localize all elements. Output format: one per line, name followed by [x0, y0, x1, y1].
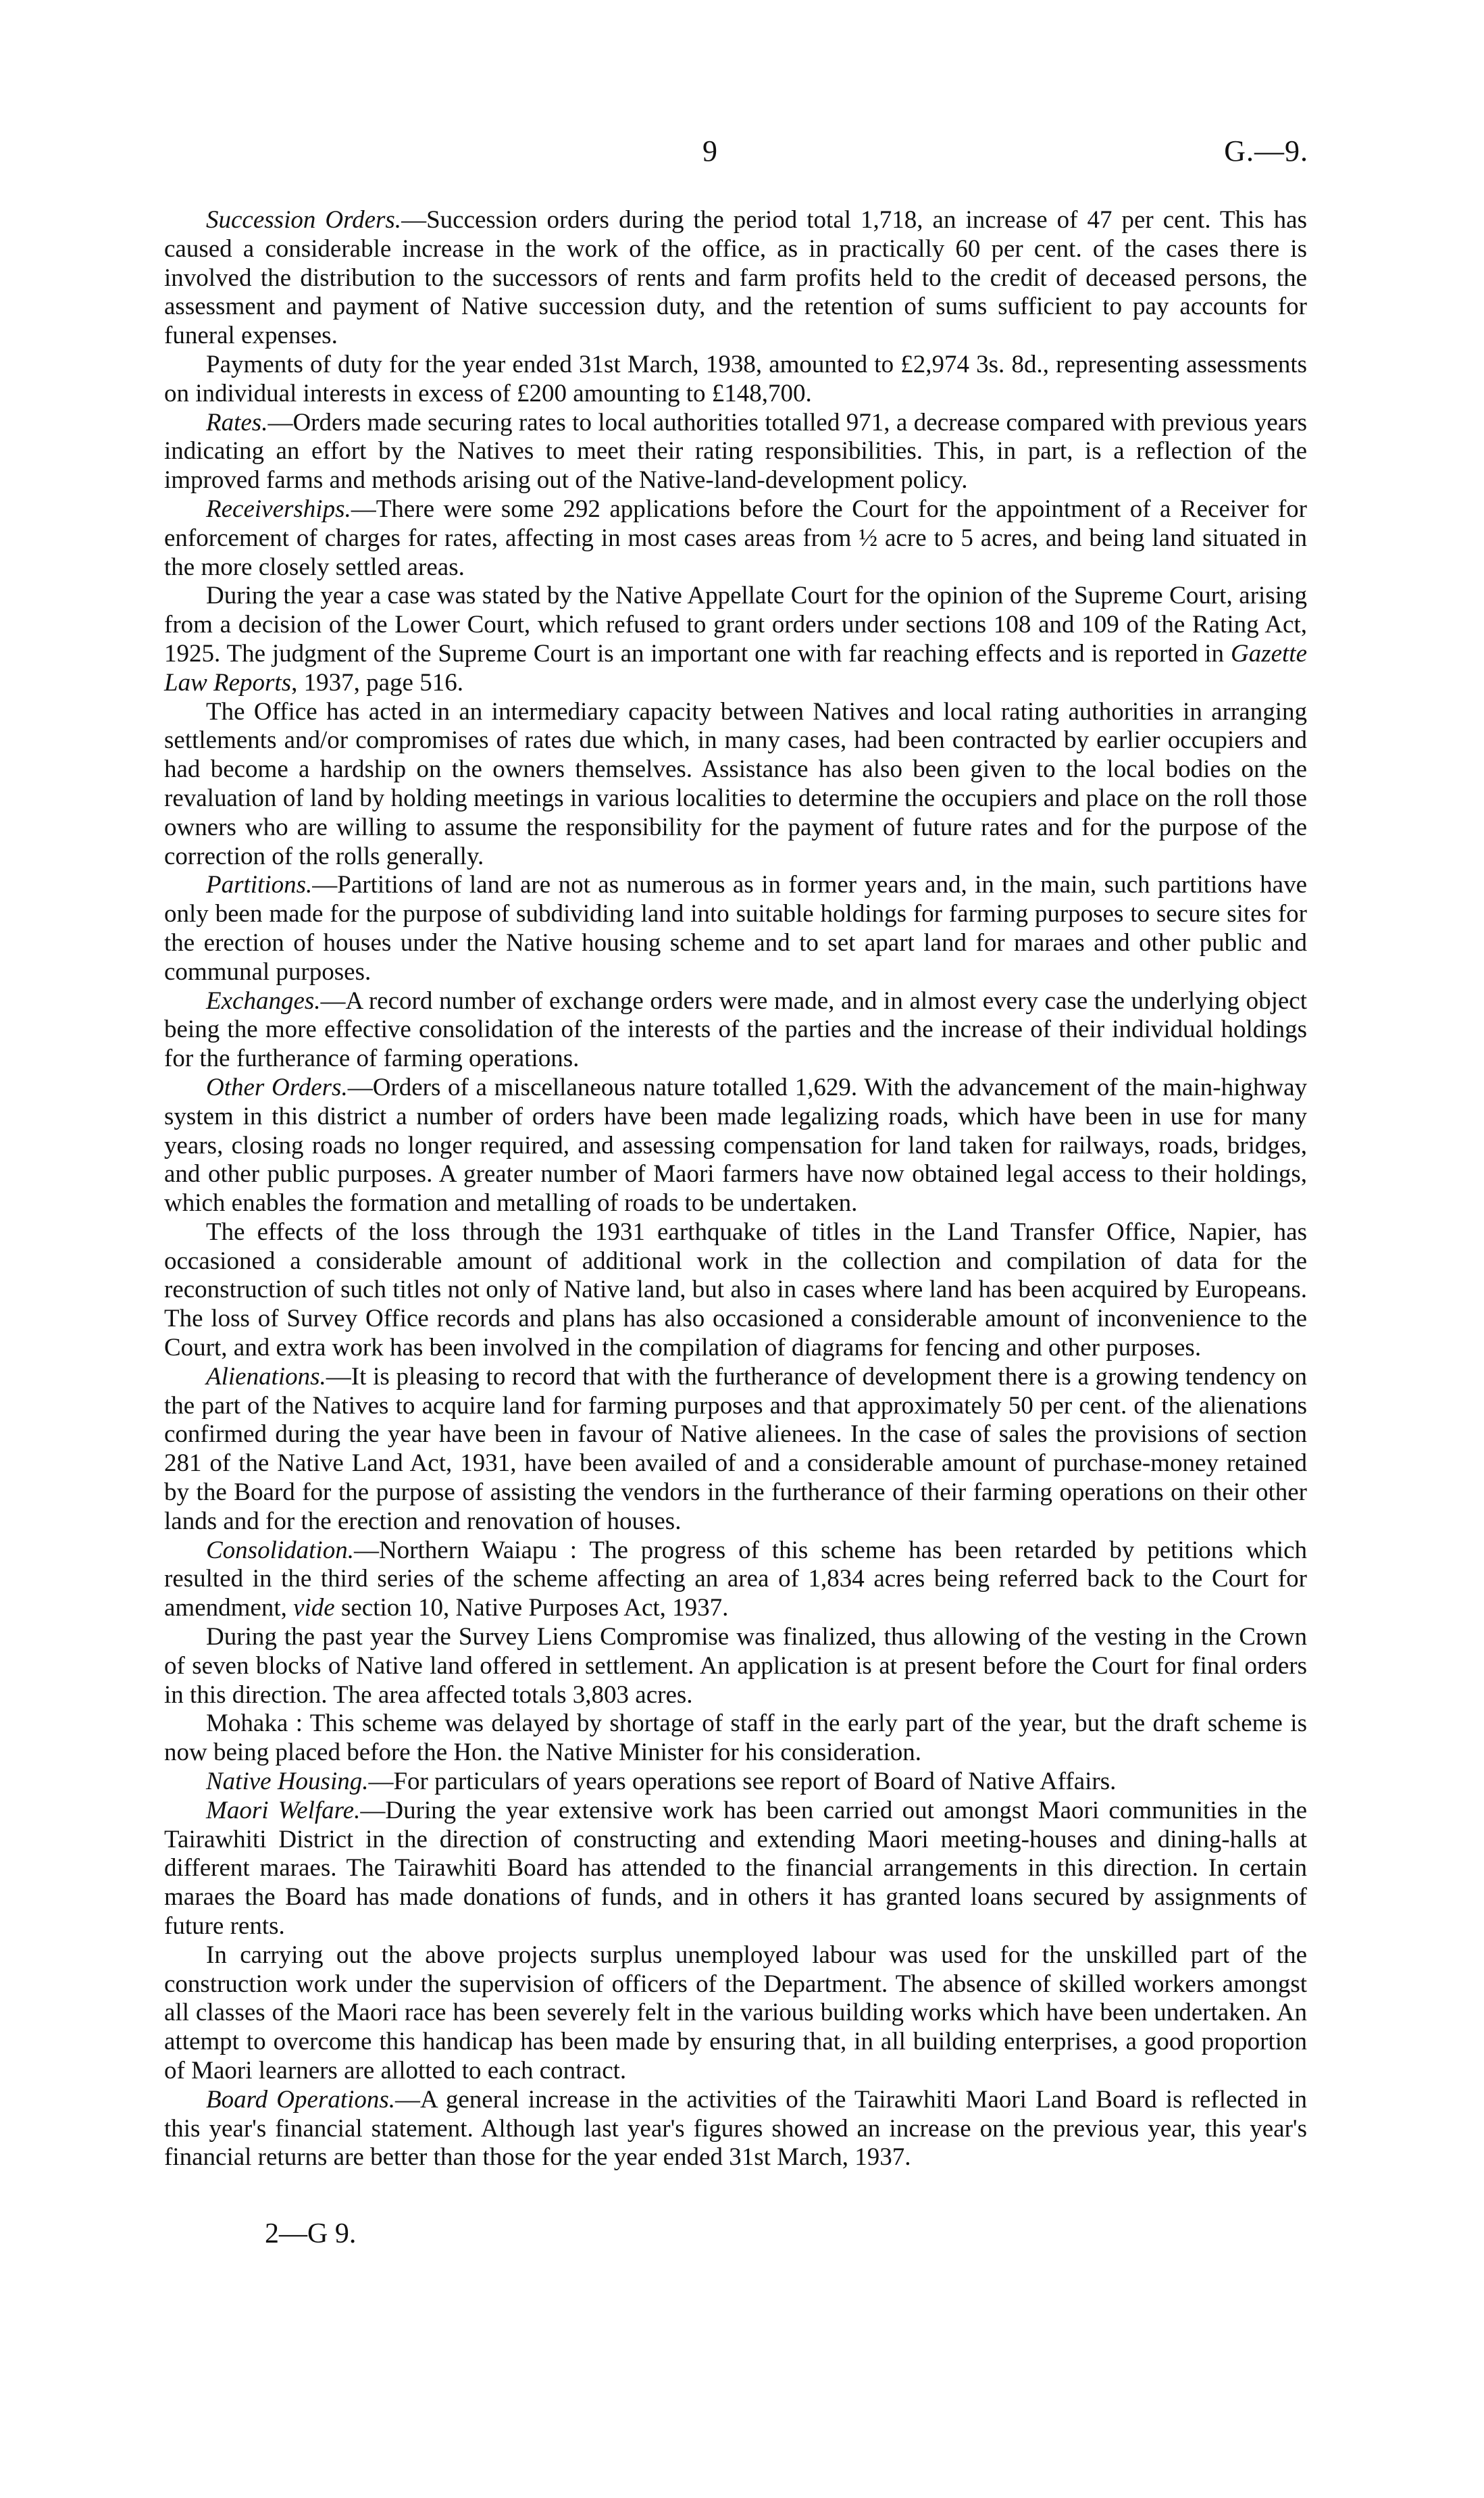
italic-text: Native Housing. [206, 1768, 369, 1796]
paragraph-text: The effects of the loss through the 1931 earthquake of titles in the Land Transfer Office, Napier, has occasioned a considerable amount of additional work in the collection and compilation of data for the reconstruction of such titles not only of Native land, but also in cases where land has been acquired by Europeans. The loss of Survey Office records and plans has also occasioned a considerable amount of inconvenience to the Court, and extra work has been involved in the compilation of diagrams for fencing and other purposes. [164, 1218, 1307, 1362]
italic-text: Partitions. [206, 871, 313, 899]
italic-text: Succession Orders. [206, 206, 402, 234]
paragraph-text: —A record number of exchange orders were made, and in almost every case the underlying object being the more effective consolidation of the interests of the parties and the increase of their individual holdings for the furtherance of farming operations. [164, 986, 1307, 1073]
paragraph-text: —Northern Waiapu : The progress of this scheme has been retarded by petitions which resulted in the third series of the scheme affecting an area of 1,834 acres being referred back to the Court for amendment, [164, 1536, 1307, 1622]
paragraph-text: —It is pleasing to record that with the furtherance of development there is a growing tendency on the part of the Natives to acquire land for farming purposes and that approximately 50 per cent. of the alienations confirmed during the year have been in favour of Native alienees. In the case of sales the provisions of section 281 of the Native Land Act, 1931, have been availed of and a considerable amount of purchase-money retained by the Board for the purpose of assisting the vendors in the furtherance of their farming operations on their other lands and for the erection and renovation of houses. [164, 1362, 1307, 1535]
italic-text: Other Orders. [206, 1073, 348, 1101]
italic-text: Board Operations. [206, 2085, 396, 2114]
paragraph [164, 698, 1307, 872]
italic-text: Gazette Law Reports [164, 639, 1307, 697]
paragraph [164, 351, 1307, 409]
paragraph [164, 1537, 1307, 1623]
italic-text: vide [293, 1594, 335, 1622]
paragraph [164, 1363, 1307, 1537]
paragraph [164, 409, 1307, 495]
italic-text: Alienations. [206, 1362, 326, 1391]
paragraph [164, 871, 1307, 986]
paragraph-text: —Orders of a miscellaneous nature totalled 1,629. With the advancement of the main-highway system in this district a number of orders have been made legalizing roads, which have been in use for many years, closing roads no longer required, and assessing compensation for land taken for railways, roads, bridges, and other public purposes. A greater number of Maori farmers have now obtained legal access to their holdings, which enables the formation and metalling of roads to be undertaken. [164, 1073, 1307, 1218]
paragraph-text: section 10, Native Purposes Act, 1937. [334, 1594, 729, 1622]
paragraph-text: Payments of duty for the year ended 31st March, 1938, amounted to £2,974 3s. 8d., representing assessments on individual interests in excess of £200 amounting to £148,700. [164, 350, 1307, 407]
paragraph-text: In carrying out the above projects surplus unemployed labour was used for the unskilled part of the construction work under the supervision of officers of the Department. The absence of skilled workers amongst all classes of the Maori race has been severely felt in the various building works which have been undertaken. An attempt to overcome this handicap has been made by ensuring that, in all building enterprises, a good proportion of Maori learners are allotted to each contract. [164, 1941, 1307, 2084]
italic-text: Maori Welfare. [206, 1796, 361, 1824]
paragraph-text: The Office has acted in an intermediary capacity between Natives and local rating authorities in arranging settlements and/or compromises of rates due which, in many cases, had been contracted by earlier occupiers and had become a hardship on the owners themselves. Assistance has also been given to the local bodies on the revaluation of land by holding meetings in various localities to determine the occupiers and place on the roll those owners who are willing to assume the responsibility for the payment of future rates and for the purpose of the correction of the rolls generally. [164, 697, 1307, 870]
paragraph [164, 1709, 1307, 1768]
paragraph-text: , 1937, page 516. [291, 668, 463, 697]
italic-text: Exchanges. [206, 986, 321, 1015]
paragraph [164, 1218, 1307, 1363]
footer-signature-reference: 2—G 9. [265, 2218, 357, 2249]
paragraph [164, 2086, 1307, 2172]
paragraph [164, 1797, 1307, 1941]
paragraph [164, 582, 1307, 697]
paragraph-text: Mohaka : This scheme was delayed by shortage of staff in the early part of the year, but the draft scheme is now being placed before the Hon. the Native Minister for his consideration. [164, 1709, 1307, 1767]
paragraph [164, 1768, 1307, 1797]
paragraph [164, 1623, 1307, 1709]
paragraph-text: —Orders made securing rates to local authorities totalled 971, a decrease compared with previous years indicating an effort by the Natives to meet their rating responsibilities. This, in part, is a reflection of the improved farms and methods arising out of the Native-land-development policy. [164, 408, 1307, 495]
body-text [164, 206, 1307, 2172]
paragraph-text: —Partitions of land are not as numerous as in former years and, in the main, such partitions have only been made for the purpose of subdividing land into suitable holdings for farming purposes to secure sites for the erection of houses under the Native housing scheme and to set apart land for maraes and other public and communal purposes. [164, 871, 1307, 986]
paragraph [164, 987, 1307, 1074]
paragraph-text: —A general increase in the activities of the Tairawhiti Maori Land Board is reflected in this year's financial statement. Although last year's figures showed an increase on the previous year, this year's financial returns are better than those for the year ended 31st March, 1937. [164, 2085, 1307, 2172]
italic-text: Consolidation. [206, 1536, 354, 1564]
page-number: 9 [702, 134, 717, 168]
paragraph [164, 1074, 1307, 1218]
paragraph-text: —During the year extensive work has been carried out amongst Maori communities in the Tairawhiti District in the direction of constructing and extending Maori meeting-houses and dining-halls at different maraes. The Tairawhiti Board has attended to the financial arrangements in this direction. In certain maraes the Board has made donations of funds, and in others it has granted loans secured by assignments of future rents. [164, 1796, 1307, 1941]
paragraph-text: —Succession orders during the period total 1,718, an increase of 47 per cent. This has caused a considerable increase in the work of the office, as in practically 60 per cent. of the cases there is involved the distribution to the successors of rents and farm profits held to the credit of deceased persons, the assessment and payment of Native succession duty, and the retention of sums sufficient to pay accounts for funeral expenses. [164, 206, 1307, 350]
paragraph-text: During the past year the Survey Liens Compromise was finalized, thus allowing of the vesting in the Crown of seven blocks of Native land offered in settlement. An application is at present before the Court for final orders in this direction. The area affected totals 3,803 acres. [164, 1623, 1307, 1709]
italic-text: Rates. [206, 408, 268, 436]
paragraph-text: —There were some 292 applications before the Court for the appointment of a Receiver for enforcement of charges for rates, affecting in most cases areas from ½ acre to 5 acres, and being land situated in the more closely settled areas. [164, 495, 1307, 581]
paragraph [164, 1941, 1307, 2086]
paragraph-text: During the year a case was stated by the Native Appellate Court for the opinion of the Supreme Court, arising from a decision of the Lower Court, which refused to grant orders under sections 108 and 109 of the Rating Act, 1925. The judgment of the Supreme Court is an important one with far reaching effects and is reported in [164, 582, 1307, 668]
italic-text: Receiverships. [206, 495, 351, 523]
paragraph-text: —For particulars of years operations see report of Board of Native Affairs. [368, 1768, 1117, 1796]
paragraph [164, 206, 1307, 351]
paragraph [164, 495, 1307, 582]
document-reference: G.—9. [1224, 134, 1308, 168]
